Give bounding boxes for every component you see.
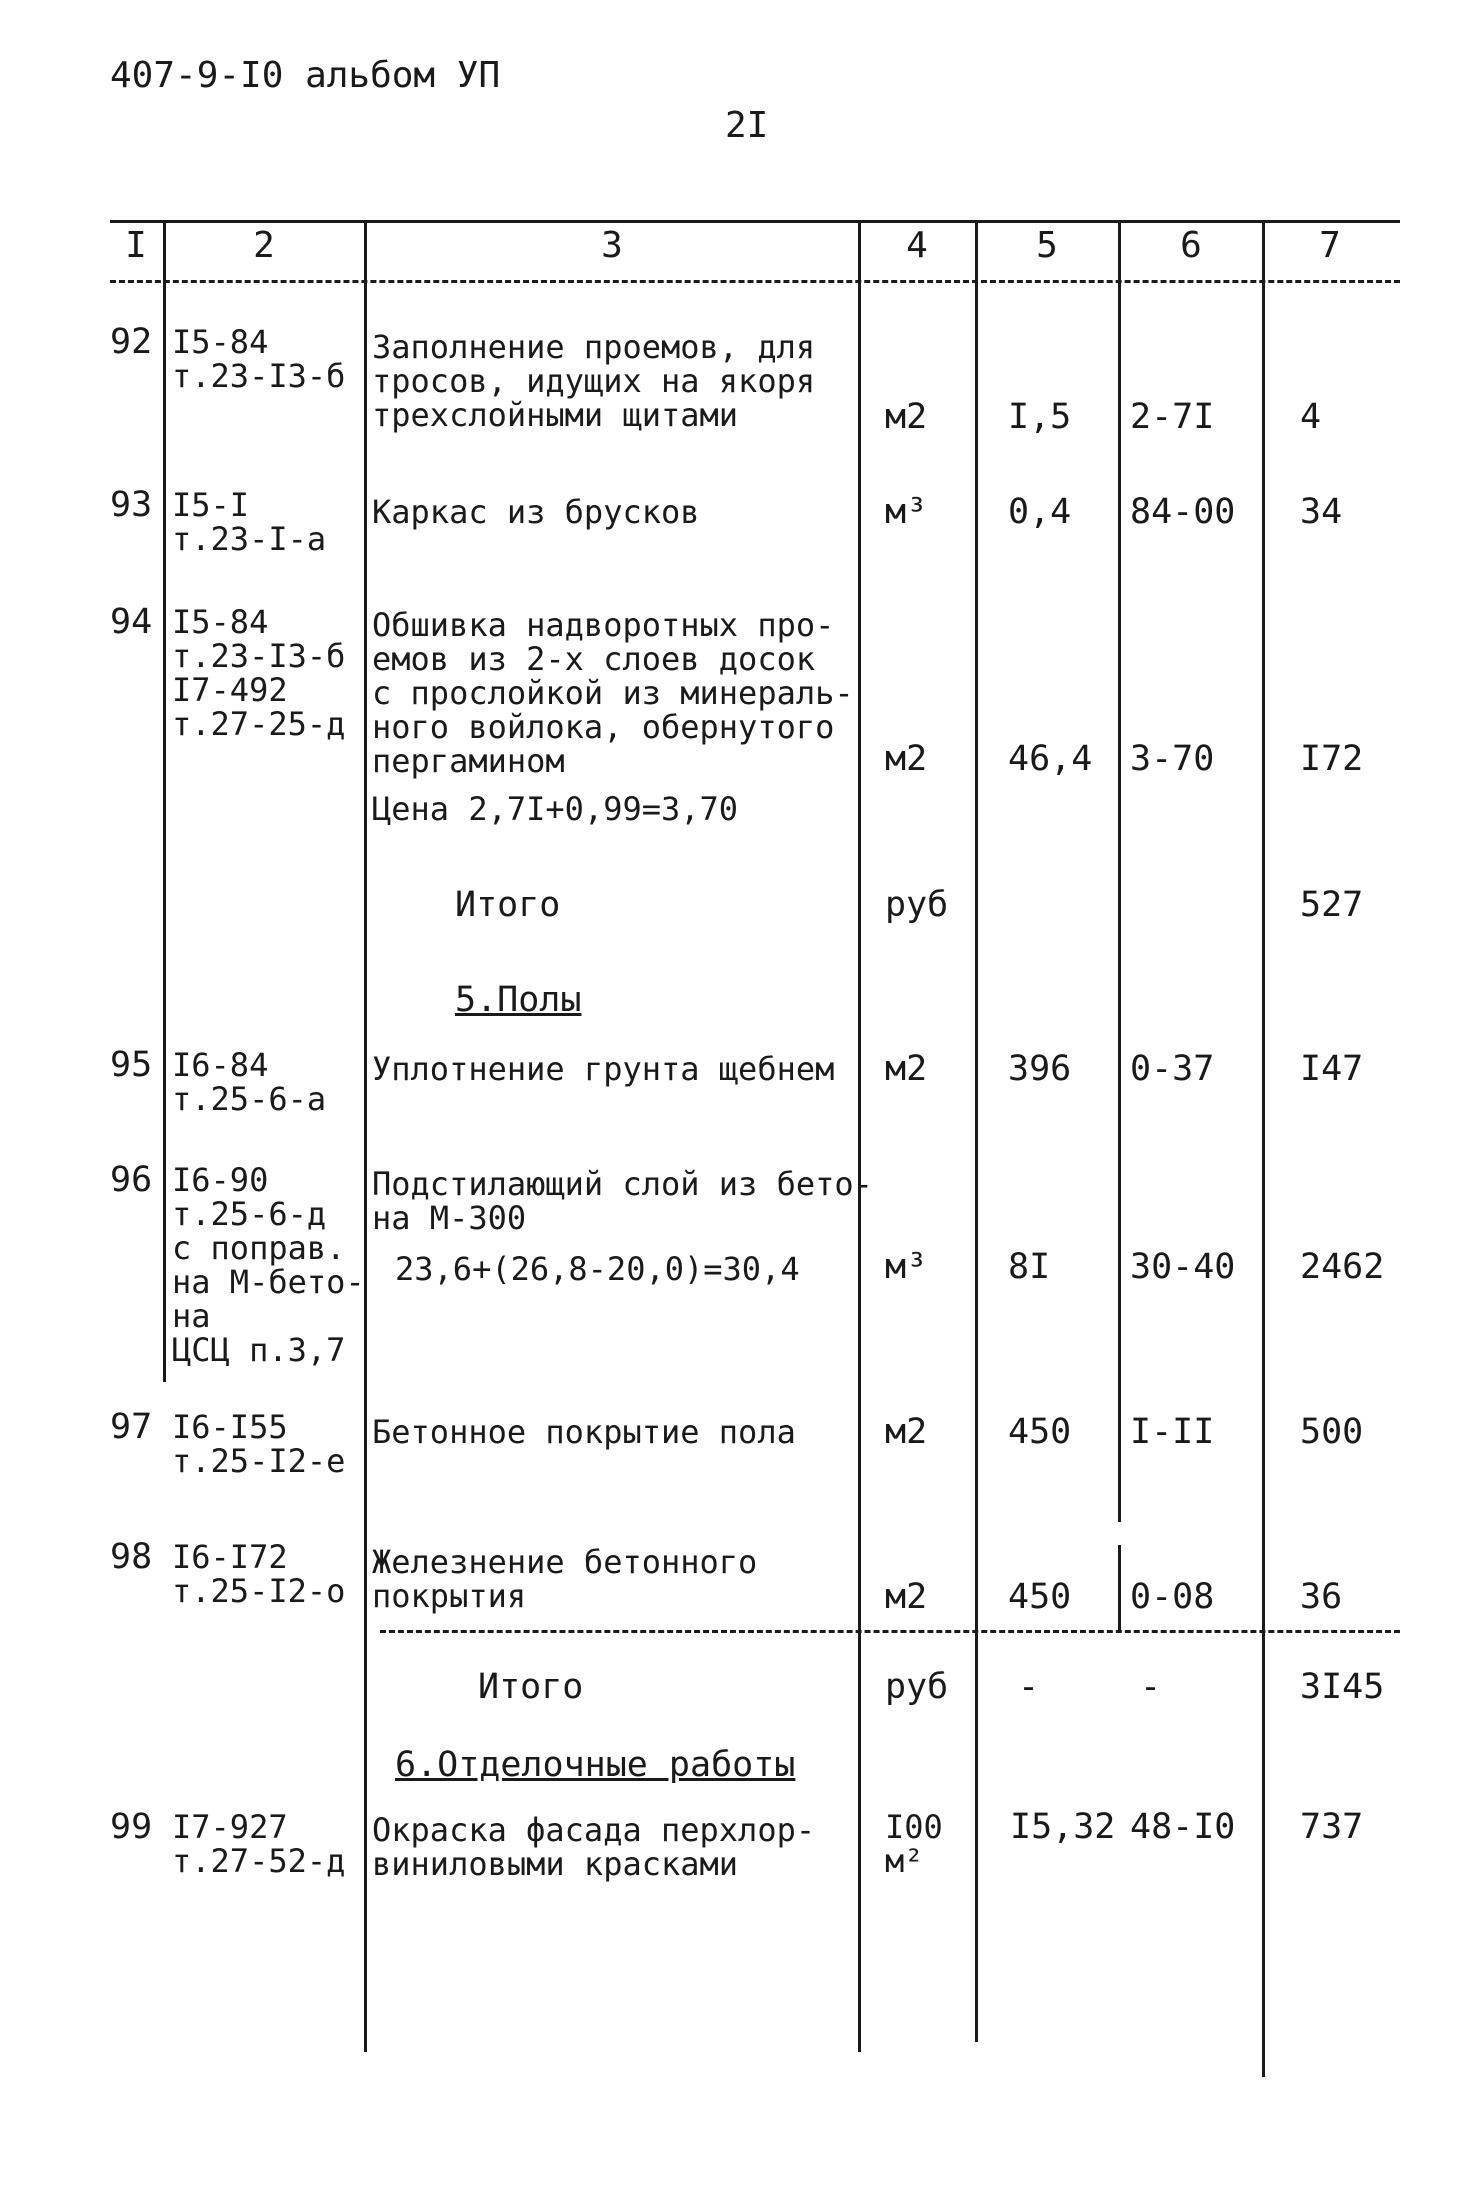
section-title: 5.Полы	[455, 980, 582, 1020]
column-header-6: 6	[1180, 225, 1202, 266]
rate-code: I5-I т.23-I-а	[172, 486, 327, 558]
work-description: Обшивка надворотных про- емов из 2-х слоев досок с прослойкой из минераль- ного войлока, обернутого пергамином	[372, 606, 854, 780]
column-header-1: I	[125, 225, 147, 266]
unit: I00 м²	[885, 1808, 943, 1880]
column-header-7: 7	[1319, 225, 1341, 266]
unit-price: I-II	[1130, 1412, 1215, 1452]
work-description: Уплотнение грунта щебнем	[372, 1050, 835, 1088]
row-number: 94	[110, 602, 153, 642]
quantity: 8I	[1008, 1247, 1051, 1287]
subtotal-quantity: -	[1018, 1667, 1040, 1707]
column-divider-1	[163, 222, 166, 1382]
rate-code: I6-90 т.25-6-д с поправ. на М-бето- на ЦСЦ п.3,7	[172, 1161, 365, 1369]
total: 737	[1300, 1807, 1364, 1847]
subtotal-price: -	[1140, 1667, 1162, 1707]
work-description: Окраска фасада перхлор- виниловыми красками	[372, 1811, 816, 1883]
column-header-3: 3	[601, 225, 623, 266]
price-calculation: 23,6+(26,8-20,0)=30,4	[395, 1250, 800, 1288]
unit: м2	[885, 397, 928, 437]
header-bottom-rule	[110, 280, 1400, 283]
work-description: Подстилающий слой из бето- на М-300	[372, 1165, 873, 1237]
unit: м2	[885, 1412, 928, 1452]
work-description: Каркас из брусков	[372, 493, 700, 531]
unit-price: 30-40	[1130, 1247, 1236, 1287]
unit: м³	[885, 1247, 928, 1287]
quantity: 396	[1008, 1049, 1072, 1089]
quantity: 450	[1008, 1577, 1072, 1617]
unit-price: 3-70	[1130, 739, 1215, 779]
work-description: Бетонное покрытие пола	[372, 1413, 796, 1451]
unit-price: 0-37	[1130, 1049, 1215, 1089]
column-divider-6	[1262, 222, 1265, 2077]
total: 36	[1300, 1577, 1343, 1617]
price-calculation: Цена 2,7I+0,99=3,70	[372, 790, 739, 828]
subtotal-unit: руб	[885, 1667, 949, 1707]
quantity: 46,4	[1008, 739, 1093, 779]
row-number: 97	[110, 1407, 153, 1447]
rate-code: I6-I72 т.25-I2-о	[172, 1538, 346, 1610]
unit-price: 84-00	[1130, 492, 1236, 532]
unit: м2	[885, 1577, 928, 1617]
total: 2462	[1300, 1247, 1385, 1287]
section-title: 6.Отделочные работы	[395, 1745, 796, 1785]
column-divider-3	[858, 222, 861, 2052]
subtotal-total: 527	[1300, 885, 1364, 925]
subtotal-unit: руб	[885, 885, 949, 925]
unit: м³	[885, 492, 928, 532]
unit: м2	[885, 739, 928, 779]
rate-code: I5-84 т.23-I3-б	[172, 323, 346, 395]
subtotal-label: Итого	[478, 1667, 584, 1707]
table-top-rule	[110, 220, 1400, 223]
column-divider-5	[1118, 222, 1121, 1522]
subtotal-rule	[380, 1630, 1400, 1633]
column-header-4: 4	[906, 225, 928, 266]
column-header-5: 5	[1036, 225, 1058, 266]
total: 34	[1300, 492, 1343, 532]
rate-code: I6-I55 т.25-I2-е	[172, 1408, 346, 1480]
unit: м2	[885, 1049, 928, 1089]
unit-price: 0-08	[1130, 1577, 1215, 1617]
rate-code: I5-84 т.23-I3-б I7-492 т.27-25-д	[172, 603, 346, 743]
row-number: 92	[110, 322, 153, 362]
row-number: 95	[110, 1045, 153, 1085]
row-number: 96	[110, 1160, 153, 1200]
quantity: 450	[1008, 1412, 1072, 1452]
quantity: I,5	[1008, 397, 1072, 437]
unit-price: 2-7I	[1130, 397, 1215, 437]
subtotal-label: Итого	[455, 885, 561, 925]
document-code: 407-9-I0 альбом УП	[110, 55, 501, 96]
row-number: 98	[110, 1537, 153, 1577]
page-number: 2I	[725, 105, 769, 146]
row-number: 99	[110, 1807, 153, 1847]
column-divider-2	[364, 222, 367, 2052]
total: I47	[1300, 1049, 1364, 1089]
quantity: I5,32	[1010, 1807, 1116, 1847]
column-header-2: 2	[253, 225, 275, 266]
quantity: 0,4	[1008, 492, 1072, 532]
row-number: 93	[110, 485, 153, 525]
rate-code: I6-84 т.25-6-а	[172, 1046, 327, 1118]
total: 4	[1300, 397, 1322, 437]
rate-code: I7-927 т.27-52-д	[172, 1808, 346, 1880]
total: I72	[1300, 739, 1364, 779]
total: 500	[1300, 1412, 1364, 1452]
work-description: Железнение бетонного покрытия	[372, 1543, 758, 1615]
column-divider-4	[975, 222, 978, 2042]
work-description: Заполнение проемов, для тросов, идущих на якоря трехслойными щитами	[372, 328, 816, 434]
unit-price: 48-I0	[1130, 1807, 1236, 1847]
column-divider-5b	[1118, 1545, 1121, 1630]
subtotal-total: 3I45	[1300, 1667, 1385, 1707]
